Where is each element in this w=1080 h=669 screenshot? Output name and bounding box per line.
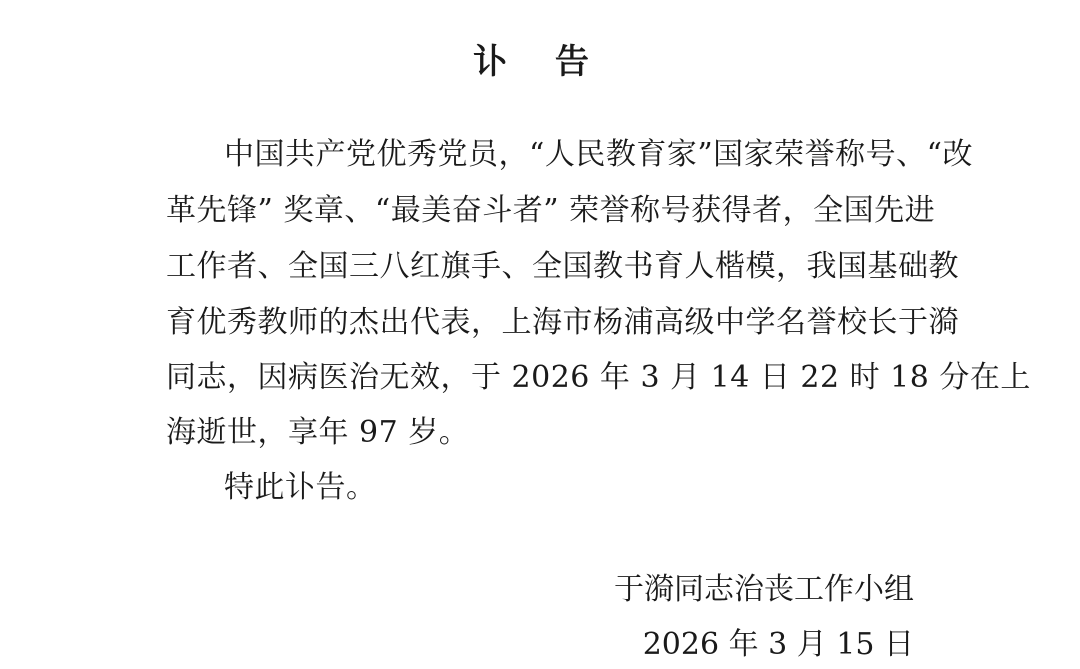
- notice-title: 讣 告: [473, 42, 607, 82]
- body-line-4: 育优秀教师的杰出代表，上海市杨浦高级中学名誉校长于漪: [166, 305, 959, 340]
- body-line-5: 同志，因病医治无效，于 2026 年 3 月 14 日 22 时 18 分在上: [166, 360, 1031, 395]
- signature-organization: 于漪同志治丧工作小组: [614, 572, 914, 607]
- signature-date: 2026 年 3 月 15 日: [642, 627, 914, 662]
- body-line-3: 工作者、全国三八红旗手、全国教书育人楷模，我国基础教: [166, 249, 959, 284]
- closing-text: 特此讣告。: [224, 470, 377, 505]
- body-line-6: 海逝世，享年 97 岁。: [166, 415, 470, 450]
- body-line-1: 中国共产党优秀党员，“人民教育家”国家荣誉称号、“改: [224, 137, 974, 172]
- body-line-2: 革先锋” 奖章、“最美奋斗者” 荣誉称号获得者，全国先进: [166, 193, 936, 228]
